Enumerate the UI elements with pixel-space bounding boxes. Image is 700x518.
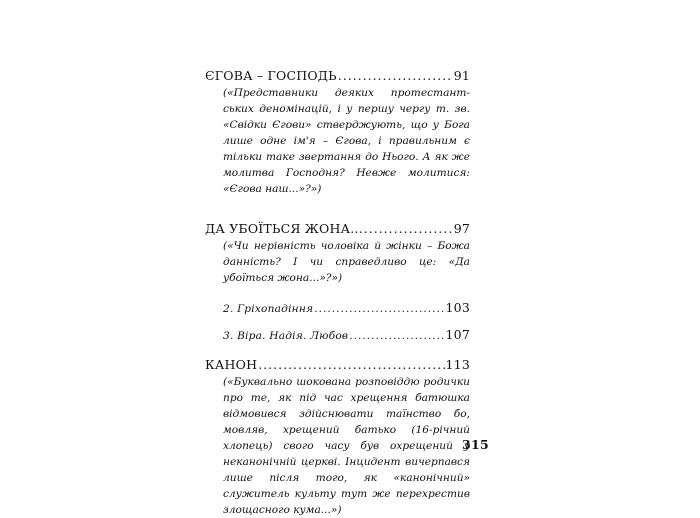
toc-entry [205, 68, 470, 197]
toc-entry-description: («Чи нерівність чоловіка й жінки – Божа данність? І чи справедливо це: «Да убоїться жона...»?») [223, 240, 470, 284]
toc-entry-description: («Буквально шокована розповіддю родички про те, як під час хрещення батюшка відмовився здійснювати таїнство бо, мовляв, хрещений батько (16-річний хлопець) свого часу був охрещений у неканонічній церкві. Інцидент вичерпався лише після того, як «канонічний» служитель культу тут же перехрестив злощасного кума...») [223, 376, 470, 516]
toc-subentry-page-number: 107 [445, 327, 470, 342]
toc-entry-description: («Представники деяких протестант-ських деномінацій, і у першу чергу т. зв. «Свідки Єгови» стверджують, що у Бога лише одне ім'я – Єгова, і правильним є тільки таке звертання до Нього. А як же молитва Господня? Невже молитися: «Єгова наш...»?») [223, 87, 470, 195]
dot-leader [364, 221, 453, 237]
toc-entry-title: ДА УБОЇТЬСЯ ЖОНА... [205, 221, 363, 236]
toc-subentry [223, 300, 470, 317]
toc-entry-page-number: 113 [445, 357, 470, 372]
dot-leader [349, 328, 444, 344]
toc-entry-page-number: 91 [453, 68, 470, 83]
toc-entry-page-number: 97 [453, 221, 470, 236]
toc-subentry [223, 327, 470, 344]
toc-entry-title: КАНОН [205, 357, 258, 372]
toc-entry-title-row [205, 68, 470, 84]
toc-entry-title-row [205, 357, 470, 373]
toc-subentry-title: 3. Віра. Надія. Любов [223, 330, 349, 342]
dot-leader [314, 301, 444, 317]
dot-leader [338, 68, 453, 84]
table-of-contents [205, 68, 470, 518]
dot-leader [258, 357, 444, 373]
toc-entry [205, 357, 470, 518]
toc-entry-title: ЄГОВА – ГОСПОДЬ [205, 68, 337, 83]
toc-subentry-title: 2. Гріхопадіння [223, 303, 314, 315]
toc-subentry-page-number: 103 [445, 300, 470, 315]
page-number: 315 [462, 437, 489, 452]
toc-entry [205, 221, 470, 344]
toc-entry-title-row [205, 221, 470, 237]
